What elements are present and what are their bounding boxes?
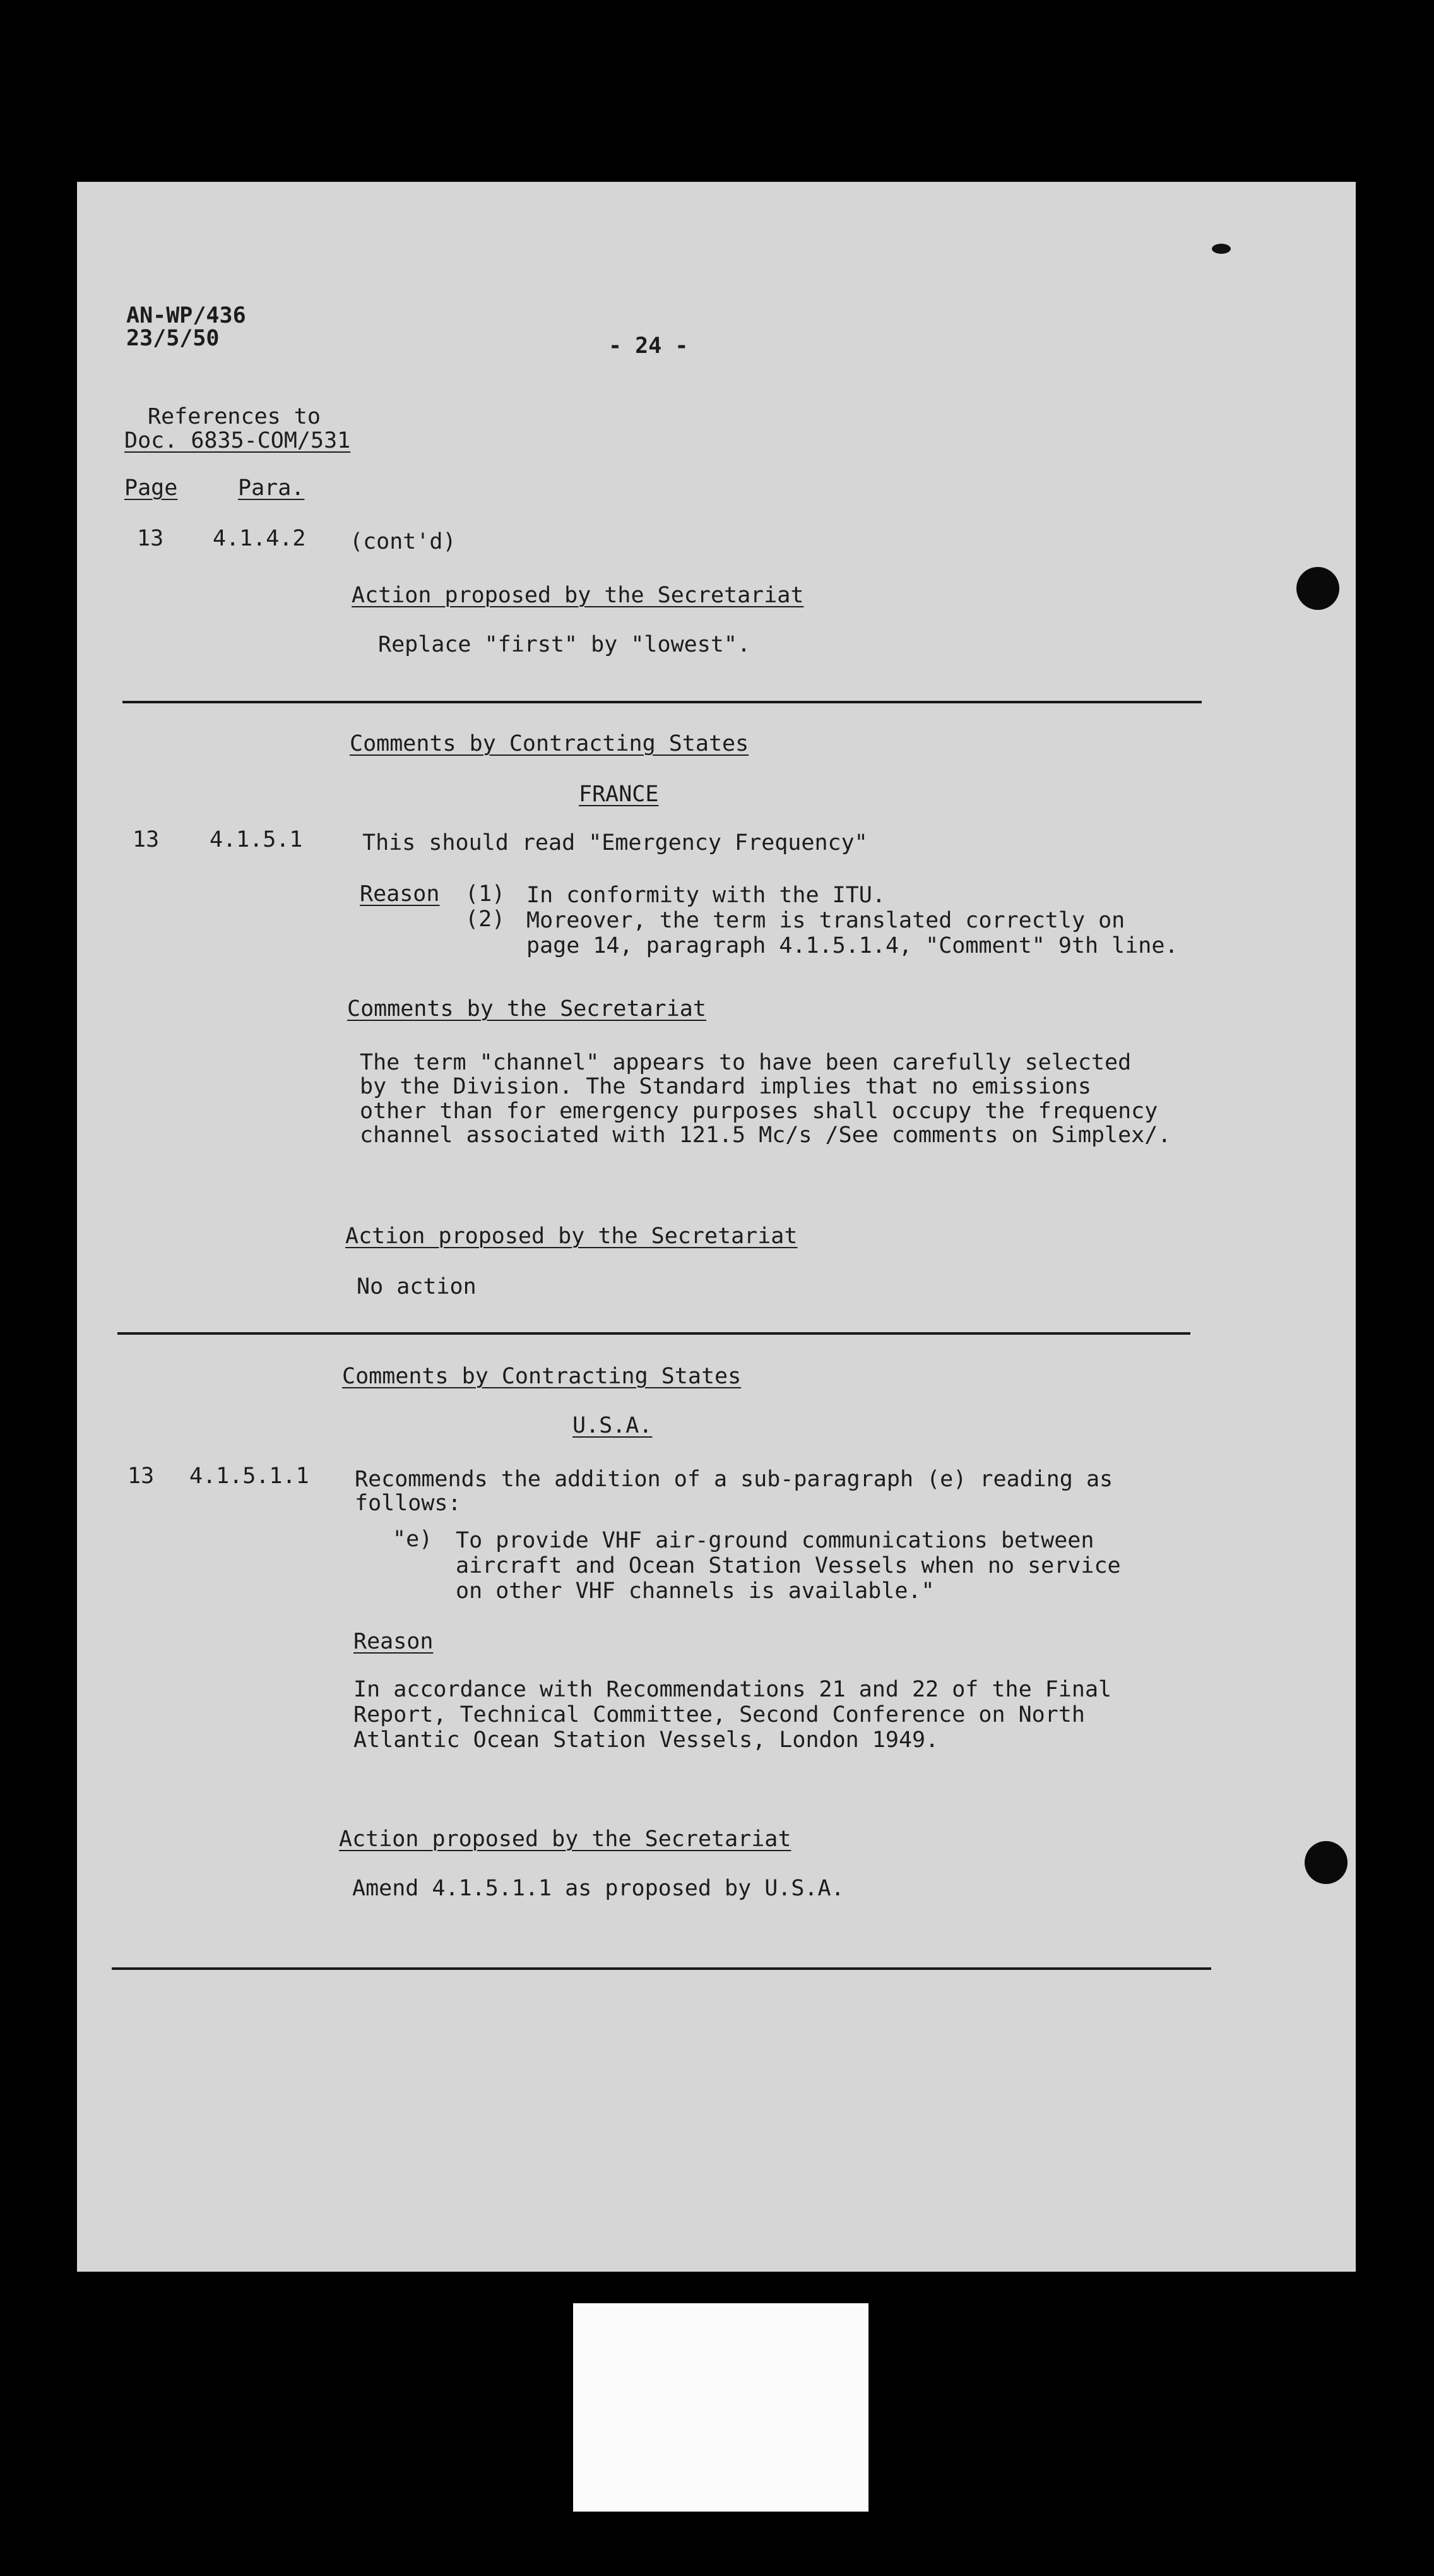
s3-reason-line-1: In accordance with Recommendations 21 and 22 of the Final	[353, 1677, 1112, 1702]
s3-para: 4.1.5.1.1	[189, 1464, 309, 1489]
s1-para: 4.1.4.2	[213, 526, 306, 551]
s2-para: 4.1.5.1	[210, 827, 303, 852]
s2-reason-2-num: (2)	[465, 907, 506, 932]
s3-reason-label: Reason	[353, 1629, 434, 1654]
s3-quote-label: "e)	[393, 1527, 433, 1552]
references-title: References to	[148, 404, 321, 429]
s2-action-text: No action	[357, 1274, 477, 1299]
s2-action-heading: Action proposed by the Secretariat	[345, 1224, 798, 1249]
references-doc: Doc. 6835-COM/531	[124, 428, 351, 453]
s2-reason-2-line-1: Moreover, the term is translated correctly on	[526, 908, 1125, 933]
punch-hole	[1305, 1841, 1348, 1884]
s1-note: (cont'd)	[350, 529, 456, 554]
blank-film-frame	[573, 2303, 868, 2512]
doc-date: 23/5/50	[126, 326, 220, 351]
section-divider	[122, 701, 1202, 703]
section-divider	[112, 1967, 1211, 1970]
s3-quote-line-1: To provide VHF air-ground communications between	[456, 1528, 1094, 1553]
page-number: - 24 -	[608, 333, 689, 359]
s2-reason-1-line: In conformity with the ITU.	[526, 883, 886, 908]
doc-id: AN-WP/436	[126, 303, 246, 328]
s2-text: This should read "Emergency Frequency"	[362, 830, 868, 856]
s3-text-line-2: follows:	[355, 1491, 461, 1516]
s3-page: 13	[127, 1464, 155, 1489]
s2-sec-comment-line-4: channel associated with 121.5 Mc/s /See comments on Simplex/.	[360, 1123, 1171, 1148]
s2-sec-comment-heading: Comments by the Secretariat	[347, 996, 706, 1022]
s2-heading: Comments by Contracting States	[350, 731, 749, 756]
s2-reason-label: Reason	[360, 881, 440, 907]
s3-text-line-1: Recommends the addition of a sub-paragraph (e) reading as	[355, 1467, 1113, 1492]
s2-page: 13	[133, 827, 160, 852]
s1-page: 13	[137, 526, 164, 551]
s2-sec-comment-line-3: other than for emergency purposes shall occupy the frequency	[360, 1099, 1158, 1124]
s3-heading: Comments by Contracting States	[342, 1364, 742, 1389]
punch-hole	[1296, 567, 1339, 610]
column-page-header: Page	[124, 475, 178, 501]
section-divider	[117, 1332, 1190, 1335]
s3-reason-line-3: Atlantic Ocean Station Vessels, London 1949.	[353, 1727, 939, 1753]
column-para-header: Para.	[238, 475, 305, 501]
s1-action-heading: Action proposed by the Secretariat	[352, 583, 804, 608]
s3-action-heading: Action proposed by the Secretariat	[339, 1827, 791, 1852]
s2-sec-comment-line-1: The term "channel" appears to have been carefully selected	[360, 1050, 1132, 1075]
document-page	[77, 182, 1356, 2272]
s2-sec-comment-line-2: by the Division. The Standard implies that no emissions	[360, 1074, 1091, 1099]
ink-mark	[1212, 244, 1231, 254]
s2-reason-2-line-2: page 14, paragraph 4.1.5.1.4, "Comment" 9th line.	[526, 933, 1178, 958]
s1-action-text: Replace "first" by "lowest".	[378, 632, 751, 657]
s2-reason-1-num: (1)	[465, 881, 506, 907]
s3-quote-line-3: on other VHF channels is available."	[456, 1578, 935, 1604]
s3-reason-line-2: Report, Technical Committee, Second Conference on North	[353, 1702, 1085, 1727]
s3-quote-line-2: aircraft and Ocean Station Vessels when no service	[456, 1553, 1121, 1578]
s2-country: FRANCE	[579, 782, 659, 807]
s3-country: U.S.A.	[572, 1413, 653, 1438]
s3-action-text: Amend 4.1.5.1.1 as proposed by U.S.A.	[352, 1876, 844, 1901]
